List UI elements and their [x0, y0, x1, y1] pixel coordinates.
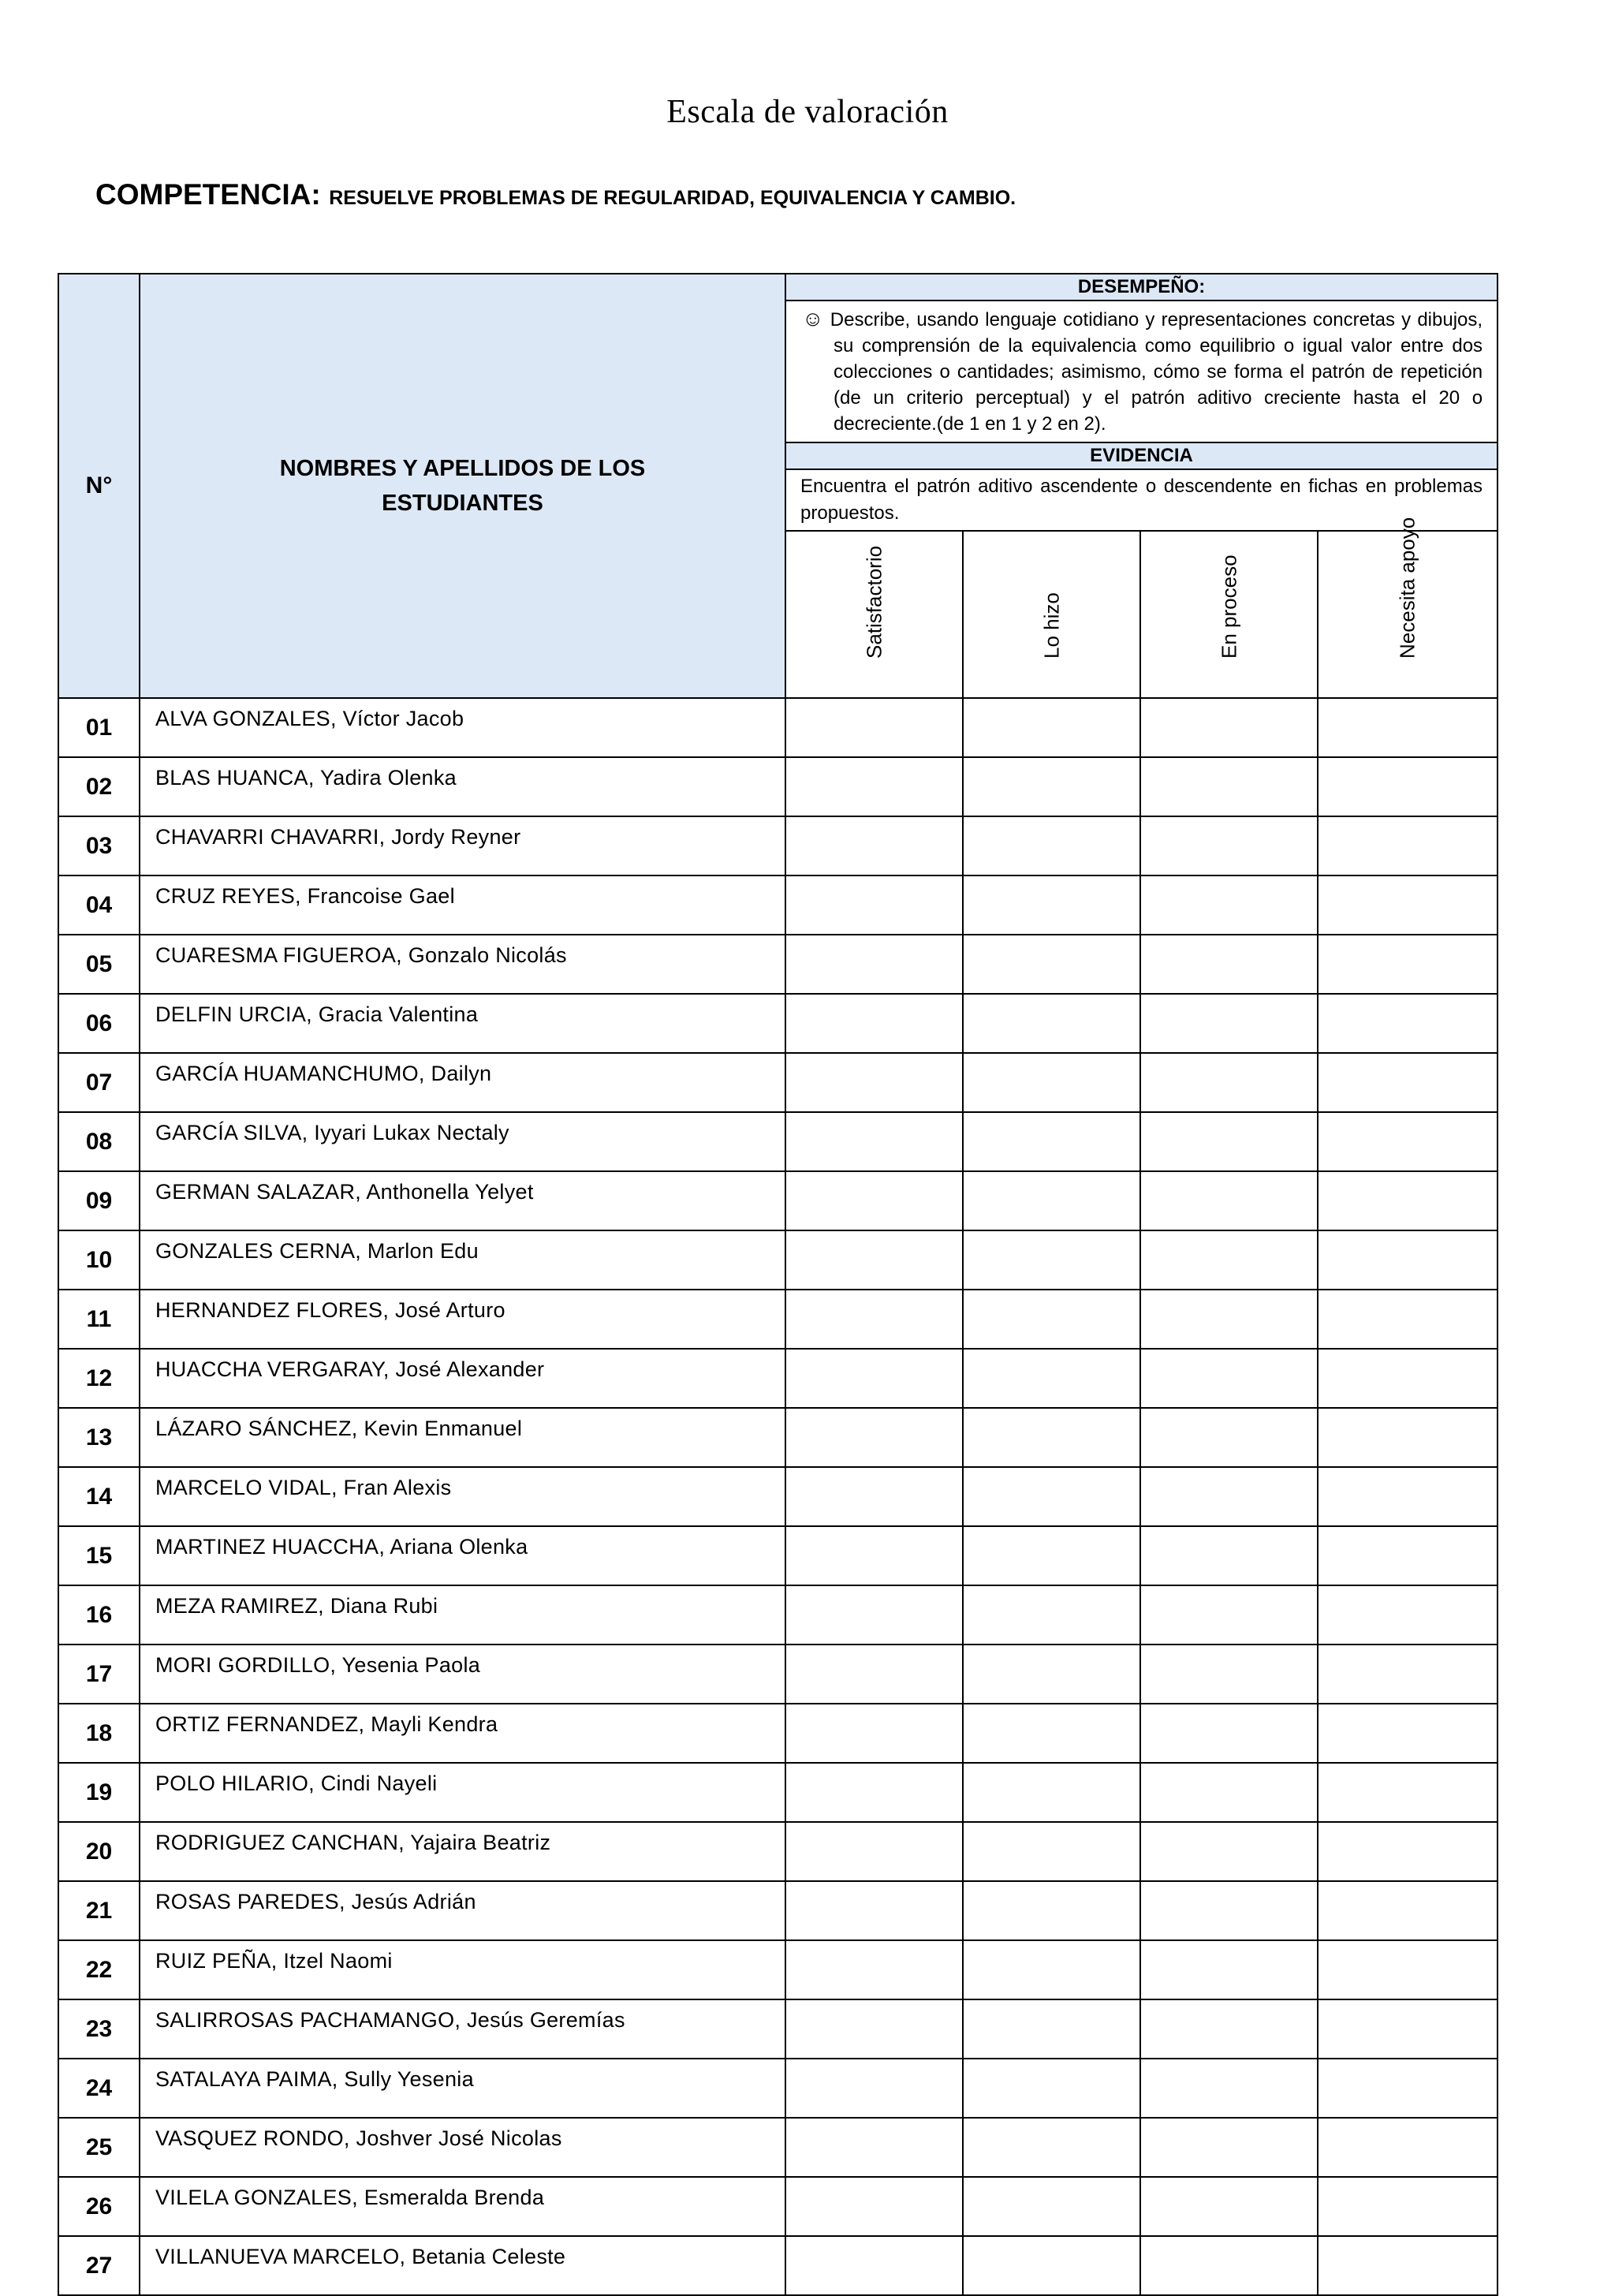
student-name: VILLANUEVA MARCELO, Betania Celeste [140, 2236, 785, 2295]
table-row [58, 2236, 1498, 2295]
table-row [58, 1526, 1498, 1585]
rating-cell-necesita-apoyo[interactable] [1318, 1349, 1498, 1408]
rating-cell-lo-hizo[interactable] [963, 1585, 1140, 1645]
competencia-line [95, 178, 1016, 211]
student-name: CHAVARRI CHAVARRI, Jordy Reyner [140, 816, 785, 875]
student-name: SATALAYA PAIMA, Sully Yesenia [140, 2059, 785, 2118]
evidencia-description: Encuentra el patrón aditivo ascendente o descendente en fichas en problemas propuestos. [785, 469, 1498, 531]
rating-cell-lo-hizo[interactable] [963, 1230, 1140, 1290]
desempeno-header: DESEMPEÑO: [785, 274, 1498, 301]
rating-cell-satisfactorio[interactable] [785, 1585, 963, 1645]
student-name: VASQUEZ RONDO, Joshver José Nicolas [140, 2118, 785, 2177]
student-number: 23 [58, 1999, 140, 2059]
table-row [58, 1704, 1498, 1763]
rating-cell-en-proceso[interactable] [1140, 1349, 1318, 1408]
student-name: MORI GORDILLO, Yesenia Paola [140, 1645, 785, 1704]
rating-cell-en-proceso[interactable] [1140, 1408, 1318, 1467]
table-row [58, 2177, 1498, 2236]
rating-cell-necesita-apoyo[interactable] [1318, 1704, 1498, 1763]
student-number: 17 [58, 1645, 140, 1704]
rating-cell-lo-hizo[interactable] [963, 1999, 1140, 2059]
table-row [58, 1230, 1498, 1290]
rating-cell-lo-hizo[interactable] [963, 994, 1140, 1053]
rating-cell-en-proceso[interactable] [1140, 816, 1318, 875]
rating-cell-lo-hizo[interactable] [963, 2059, 1140, 2118]
student-number: 11 [58, 1290, 140, 1349]
rating-cell-satisfactorio[interactable] [785, 1704, 963, 1763]
student-number: 27 [58, 2236, 140, 2295]
student-name: GARCÍA SILVA, Iyyari Lukax Nectaly [140, 1112, 785, 1171]
table-row [58, 2059, 1498, 2118]
table-row [58, 1940, 1498, 1999]
rating-cell-necesita-apoyo[interactable] [1318, 1940, 1498, 1999]
rating-cell-satisfactorio[interactable] [785, 875, 963, 935]
student-number: 21 [58, 1881, 140, 1940]
rating-cell-satisfactorio[interactable] [785, 1171, 963, 1230]
rating-cell-satisfactorio[interactable] [785, 1408, 963, 1467]
rating-header-label: En proceso [1217, 554, 1240, 659]
rating-cell-lo-hizo[interactable] [963, 1822, 1140, 1881]
student-number: 03 [58, 816, 140, 875]
student-name: VILELA GONZALES, Esmeralda Brenda [140, 2177, 785, 2236]
rating-cell-necesita-apoyo[interactable] [1318, 1822, 1498, 1881]
rating-cell-necesita-apoyo[interactable] [1318, 816, 1498, 875]
student-number: 18 [58, 1704, 140, 1763]
rating-cell-en-proceso[interactable] [1140, 2059, 1318, 2118]
rating-cell-satisfactorio[interactable] [785, 1349, 963, 1408]
rating-cell-necesita-apoyo[interactable] [1318, 1053, 1498, 1112]
rating-cell-satisfactorio[interactable] [785, 1881, 963, 1940]
rating-cell-necesita-apoyo[interactable] [1318, 1290, 1498, 1349]
student-number: 14 [58, 1467, 140, 1526]
rating-header-satisfactorio [785, 531, 963, 698]
rating-cell-satisfactorio[interactable] [785, 2059, 963, 2118]
student-name: BLAS HUANCA, Yadira Olenka [140, 757, 785, 816]
student-name: ROSAS PAREDES, Jesús Adrián [140, 1881, 785, 1940]
rating-cell-necesita-apoyo[interactable] [1318, 935, 1498, 994]
student-name: DELFIN URCIA, Gracia Valentina [140, 994, 785, 1053]
rating-cell-en-proceso[interactable] [1140, 1940, 1318, 1999]
rating-header-label: Necesita apoyo [1395, 517, 1419, 659]
table-row [58, 698, 1498, 757]
student-name: POLO HILARIO, Cindi Nayeli [140, 1763, 785, 1822]
rating-cell-satisfactorio[interactable] [785, 816, 963, 875]
rating-cell-lo-hizo[interactable] [963, 2236, 1140, 2295]
rating-cell-lo-hizo[interactable] [963, 1053, 1140, 1112]
rating-cell-necesita-apoyo[interactable] [1318, 1645, 1498, 1704]
rating-cell-necesita-apoyo[interactable] [1318, 1585, 1498, 1645]
rating-cell-satisfactorio[interactable] [785, 698, 963, 757]
rating-cell-necesita-apoyo[interactable] [1318, 2118, 1498, 2177]
rating-cell-en-proceso[interactable] [1140, 1585, 1318, 1645]
student-number: 26 [58, 2177, 140, 2236]
rating-table [58, 273, 1498, 2296]
table-row [58, 1881, 1498, 1940]
rating-cell-en-proceso[interactable] [1140, 994, 1318, 1053]
rating-cell-lo-hizo[interactable] [963, 1290, 1140, 1349]
rating-cell-necesita-apoyo[interactable] [1318, 1881, 1498, 1940]
rating-cell-satisfactorio[interactable] [785, 935, 963, 994]
rating-cell-necesita-apoyo[interactable] [1318, 698, 1498, 757]
rating-cell-en-proceso[interactable] [1140, 2177, 1318, 2236]
rating-cell-necesita-apoyo[interactable] [1318, 875, 1498, 935]
student-name: HUACCHA VERGARAY, José Alexander [140, 1349, 785, 1408]
rating-header-lo-hizo [963, 531, 1140, 698]
rating-cell-satisfactorio[interactable] [785, 1053, 963, 1112]
rating-cell-necesita-apoyo[interactable] [1318, 2177, 1498, 2236]
names-column-header-text: NOMBRES Y APELLIDOS DE LOS ESTUDIANTES [279, 456, 646, 516]
rating-cell-lo-hizo[interactable] [963, 1349, 1140, 1408]
student-number: 06 [58, 994, 140, 1053]
rating-cell-en-proceso[interactable] [1140, 1467, 1318, 1526]
rating-cell-lo-hizo[interactable] [963, 2118, 1140, 2177]
rating-cell-lo-hizo[interactable] [963, 1467, 1140, 1526]
rating-cell-satisfactorio[interactable] [785, 2236, 963, 2295]
student-name: ALVA GONZALES, Víctor Jacob [140, 698, 785, 757]
evidencia-header: EVIDENCIA [785, 442, 1498, 469]
rating-cell-lo-hizo[interactable] [963, 698, 1140, 757]
rating-cell-en-proceso[interactable] [1140, 1822, 1318, 1881]
student-name: RODRIGUEZ CANCHAN, Yajaira Beatriz [140, 1822, 785, 1881]
table-row [58, 1763, 1498, 1822]
rating-cell-necesita-apoyo[interactable] [1318, 757, 1498, 816]
student-number: 09 [58, 1171, 140, 1230]
rating-cell-satisfactorio[interactable] [785, 2177, 963, 2236]
table-row [58, 1171, 1498, 1230]
rating-cell-satisfactorio[interactable] [785, 1645, 963, 1704]
table-row [58, 935, 1498, 994]
student-name: CUARESMA FIGUEROA, Gonzalo Nicolás [140, 935, 785, 994]
desempeno-text: Describe, usando lenguaje cotidiano y representaciones concretas y dibujos, su comprensión de la equivalencia como equilibrio o igual valor entre dos colecciones o cantidades; asimismo, cómo se forma el patrón de repetición (de un criterio perceptual) y el patrón aditivo creciente hasta el 20 o decreciente.(de 1 en 1 y 2 en 2). [830, 309, 1483, 435]
student-name: GERMAN SALAZAR, Anthonella Yelyet [140, 1171, 785, 1230]
rating-cell-lo-hizo[interactable] [963, 757, 1140, 816]
table-row [58, 875, 1498, 935]
student-number: 07 [58, 1053, 140, 1112]
rating-cell-necesita-apoyo[interactable] [1318, 1112, 1498, 1171]
rating-cell-satisfactorio[interactable] [785, 994, 963, 1053]
competencia-value: RESUELVE PROBLEMAS DE REGULARIDAD, EQUIVALENCIA Y CAMBIO. [329, 187, 1016, 209]
student-name: MARTINEZ HUACCHA, Ariana Olenka [140, 1526, 785, 1585]
table-row [58, 994, 1498, 1053]
rating-cell-necesita-apoyo[interactable] [1318, 2236, 1498, 2295]
rating-cell-lo-hizo[interactable] [963, 1171, 1140, 1230]
student-name: RUIZ PEÑA, Itzel Naomi [140, 1940, 785, 1999]
rating-cell-satisfactorio[interactable] [785, 1940, 963, 1999]
rating-header-necesita-apoyo [1318, 517, 1498, 698]
rating-cell-lo-hizo[interactable] [963, 1526, 1140, 1585]
rating-cell-en-proceso[interactable] [1140, 1053, 1318, 1112]
rating-cell-en-proceso[interactable] [1140, 1999, 1318, 2059]
student-name: ORTIZ FERNANDEZ, Mayli Kendra [140, 1704, 785, 1763]
table-row [58, 1585, 1498, 1645]
rating-cell-en-proceso[interactable] [1140, 1112, 1318, 1171]
rating-cell-necesita-apoyo[interactable] [1318, 1763, 1498, 1822]
table-row [58, 1645, 1498, 1704]
rating-cell-necesita-apoyo[interactable] [1318, 1999, 1498, 2059]
student-name: GARCÍA HUAMANCHUMO, Dailyn [140, 1053, 785, 1112]
rating-cell-satisfactorio[interactable] [785, 757, 963, 816]
rating-cell-lo-hizo[interactable] [963, 1112, 1140, 1171]
student-number: 10 [58, 1230, 140, 1290]
rating-cell-en-proceso[interactable] [1140, 1645, 1318, 1704]
rating-cell-lo-hizo[interactable] [963, 2177, 1140, 2236]
table-row [58, 1349, 1498, 1408]
student-name: MEZA RAMIREZ, Diana Rubi [140, 1585, 785, 1645]
rating-cell-necesita-apoyo[interactable] [1318, 1230, 1498, 1290]
student-number: 19 [58, 1763, 140, 1822]
rating-cell-en-proceso[interactable] [1140, 2118, 1318, 2177]
rating-cell-satisfactorio[interactable] [785, 1822, 963, 1881]
table-row [58, 1822, 1498, 1881]
table-row [58, 1467, 1498, 1526]
rating-cell-en-proceso[interactable] [1140, 2236, 1318, 2295]
rating-cell-lo-hizo[interactable] [963, 1645, 1140, 1704]
rating-cell-lo-hizo[interactable] [963, 1704, 1140, 1763]
table-row [58, 2118, 1498, 2177]
number-column-header: N° [58, 274, 140, 698]
student-name: LÁZARO SÁNCHEZ, Kevin Enmanuel [140, 1408, 785, 1467]
rating-cell-en-proceso[interactable] [1140, 698, 1318, 757]
table-row [58, 816, 1498, 875]
rating-cell-necesita-apoyo[interactable] [1318, 1467, 1498, 1526]
table-row [58, 757, 1498, 816]
rating-cell-en-proceso[interactable] [1140, 1290, 1318, 1349]
rating-cell-en-proceso[interactable] [1140, 1881, 1318, 1940]
rating-cell-en-proceso[interactable] [1140, 935, 1318, 994]
rating-header-label: Lo hizo [1039, 592, 1063, 659]
rating-cell-en-proceso[interactable] [1140, 1704, 1318, 1763]
student-number: 16 [58, 1585, 140, 1645]
student-number: 20 [58, 1822, 140, 1881]
rating-cell-en-proceso[interactable] [1140, 757, 1318, 816]
student-number: 08 [58, 1112, 140, 1171]
rating-cell-necesita-apoyo[interactable] [1318, 994, 1498, 1053]
student-name: CRUZ REYES, Francoise Gael [140, 875, 785, 935]
page-title: Escala de valoración [666, 94, 949, 130]
table-row [58, 1112, 1498, 1171]
student-number: 24 [58, 2059, 140, 2118]
rating-cell-en-proceso[interactable] [1140, 1171, 1318, 1230]
rating-cell-satisfactorio[interactable] [785, 1112, 963, 1171]
rating-cell-lo-hizo[interactable] [963, 1408, 1140, 1467]
table-row [58, 1053, 1498, 1112]
rating-cell-lo-hizo[interactable] [963, 1881, 1140, 1940]
rating-cell-satisfactorio[interactable] [785, 1290, 963, 1349]
student-name: HERNANDEZ FLORES, José Arturo [140, 1290, 785, 1349]
rating-cell-necesita-apoyo[interactable] [1318, 1526, 1498, 1585]
rating-cell-necesita-apoyo[interactable] [1318, 2059, 1498, 2118]
student-number: 02 [58, 757, 140, 816]
rating-cell-lo-hizo[interactable] [963, 1763, 1140, 1822]
student-number: 01 [58, 698, 140, 757]
rating-cell-satisfactorio[interactable] [785, 1467, 963, 1526]
student-number: 13 [58, 1408, 140, 1467]
student-number: 12 [58, 1349, 140, 1408]
student-number: 22 [58, 1940, 140, 1999]
rating-header-label: Satisfactorio [862, 545, 886, 659]
table-row [58, 1290, 1498, 1349]
student-number: 04 [58, 875, 140, 935]
table-row [58, 1408, 1498, 1467]
rating-cell-satisfactorio[interactable] [785, 1999, 963, 2059]
rating-cell-satisfactorio[interactable] [785, 1230, 963, 1290]
rating-cell-en-proceso[interactable] [1140, 875, 1318, 935]
student-number: 15 [58, 1526, 140, 1585]
table-row [58, 1999, 1498, 2059]
names-column-header [140, 274, 785, 698]
rating-cell-en-proceso[interactable] [1140, 1763, 1318, 1822]
rating-cell-satisfactorio[interactable] [785, 1526, 963, 1585]
rating-cell-en-proceso[interactable] [1140, 1230, 1318, 1290]
rating-cell-lo-hizo[interactable] [963, 935, 1140, 994]
rating-header-en-proceso [1140, 531, 1318, 698]
rating-cell-satisfactorio[interactable] [785, 1763, 963, 1822]
rating-cell-necesita-apoyo[interactable] [1318, 1171, 1498, 1230]
competencia-label: COMPETENCIA: [95, 178, 321, 211]
rating-cell-lo-hizo[interactable] [963, 816, 1140, 875]
student-name: MARCELO VIDAL, Fran Alexis [140, 1467, 785, 1526]
rating-cell-satisfactorio[interactable] [785, 2118, 963, 2177]
student-name: SALIRROSAS PACHAMANGO, Jesús Geremías [140, 1999, 785, 2059]
rating-cell-lo-hizo[interactable] [963, 1940, 1140, 1999]
student-number: 05 [58, 935, 140, 994]
desempeno-description [785, 301, 1498, 442]
rating-cell-necesita-apoyo[interactable] [1318, 1408, 1498, 1467]
student-name: GONZALES CERNA, Marlon Edu [140, 1230, 785, 1290]
rating-cell-lo-hizo[interactable] [963, 875, 1140, 935]
rating-cell-en-proceso[interactable] [1140, 1526, 1318, 1585]
student-number: 25 [58, 2118, 140, 2177]
smiley-icon: ☺ [802, 307, 824, 330]
